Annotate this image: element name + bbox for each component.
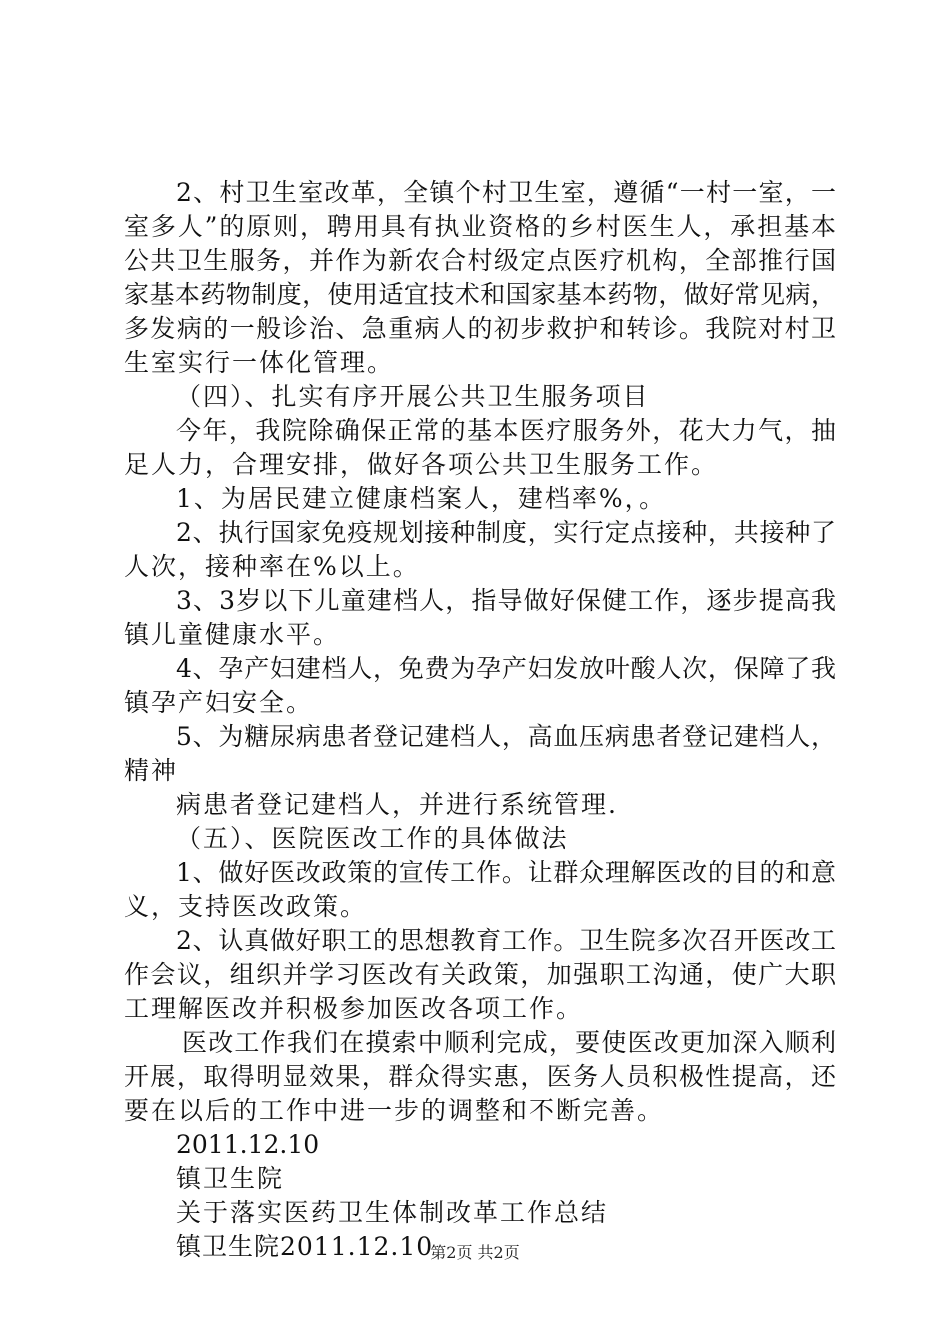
text-line: 5、为糖尿病患者登记建档人，高血压病患者登记建档人， <box>176 722 836 751</box>
text-line: 作会议，组织并学习医改有关政策，加强职工沟通，使广大职 <box>124 960 836 989</box>
text-line: 镇儿童健康水平。 <box>124 620 341 649</box>
document-date: 2011.12.10 <box>176 1130 320 1159</box>
text-line: 开展，取得明显效果，群众得实惠，医务人员积极性提高，还 <box>124 1062 836 1091</box>
text-line: 4、孕产妇建档人，免费为孕产妇发放叶酸人次，保障了我 <box>176 654 836 683</box>
text-line: 工理解医改并积极参加医改各项工作。 <box>124 994 584 1023</box>
text-line: 公共卫生服务，并作为新农合村级定点医疗机构，全部推行国 <box>124 246 836 275</box>
signature-org: 镇卫生院 <box>176 1164 285 1193</box>
text-line: 要在以后的工作中进一步的调整和不断完善。 <box>124 1096 665 1125</box>
text-line: 室多人”的原则，聘用具有执业资格的乡村医生人，承担基本 <box>124 212 836 241</box>
text-line: 2、认真做好职工的思想教育工作。卫生院多次召开医改工 <box>176 926 836 955</box>
text-line: 医改工作我们在摸索中顺利完成，要使医改更加深入顺利 <box>182 1028 836 1057</box>
section-heading: （四）、扎实有序开展公共卫生服务项目 <box>176 382 650 411</box>
text-line: 多发病的一般诊治、急重病人的初步救护和转诊。我院对村卫 <box>124 314 836 343</box>
text-line: 家基本药物制度，使用适宜技术和国家基本药物，做好常见病， <box>124 280 836 309</box>
text-line: 精神 <box>124 756 179 785</box>
page-footer: 第2页 共2页 <box>430 1243 520 1262</box>
text-line: 生室实行一体化管理。 <box>124 348 395 377</box>
text-line: 病患者登记建档人，并进行系统管理. <box>176 790 618 819</box>
text-line: 1、为居民建立健康档案人，建档率%，。 <box>176 484 667 513</box>
section-heading: （五）、医院医改工作的具体做法 <box>176 824 569 853</box>
document-title: 关于落实医药卫生体制改革工作总结 <box>176 1198 609 1227</box>
text-line: 2、村卫生室改革，全镇个村卫生室，遵循“一村一室，一 <box>176 178 836 207</box>
text-line: 2、执行国家免疫规划接种制度，实行定点接种，共接种了 <box>176 518 836 547</box>
text-line: 3、3岁以下儿童建档人，指导做好保健工作，逐步提高我 <box>176 586 836 615</box>
text-line: 人次，接种率在%以上。 <box>124 552 420 581</box>
text-line: 1、做好医改政策的宣传工作。让群众理解医改的目的和意 <box>176 858 836 887</box>
text-line: 义，支持医改政策。 <box>124 892 368 921</box>
signature-org-date: 镇卫生院2011.12.10 <box>176 1232 434 1261</box>
text-line: 足人力，合理安排，做好各项公共卫生服务工作。 <box>124 450 719 479</box>
text-line: 今年，我院除确保正常的基本医疗服务外，花大力气，抽 <box>176 416 836 445</box>
text-line: 镇孕产妇安全。 <box>124 688 314 717</box>
